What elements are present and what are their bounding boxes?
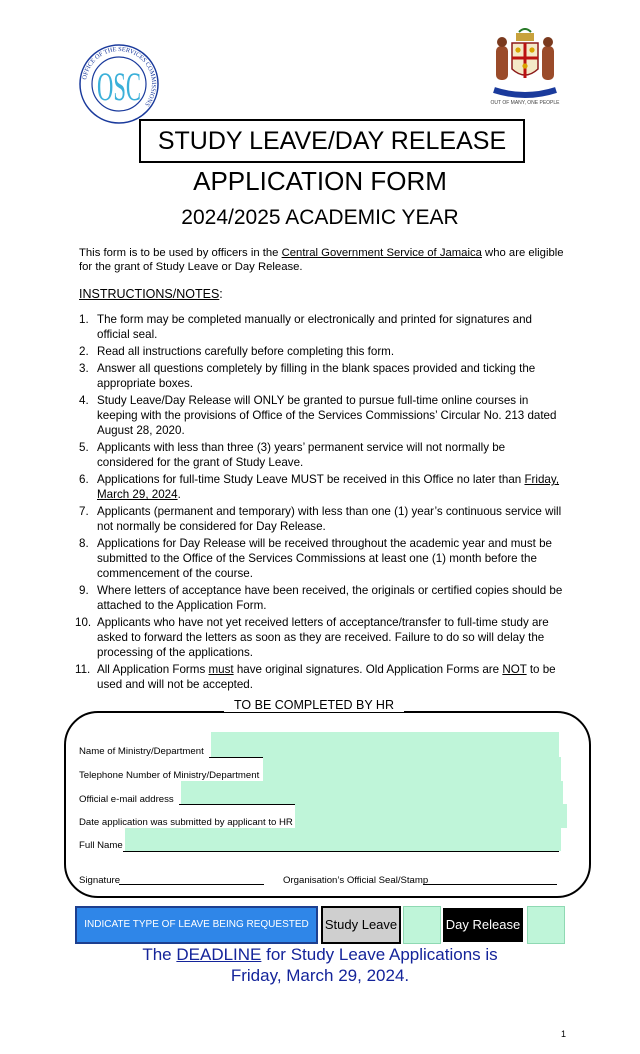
instructions-list	[75, 312, 565, 694]
item-number: 2.	[79, 345, 89, 358]
osc-letters: OSC	[97, 64, 141, 109]
seal-line[interactable]	[423, 884, 557, 885]
osc-ring-text: OFFICE OF THE SERVICES COMMISSIONS	[81, 45, 158, 108]
list-item	[79, 361, 565, 391]
item-text: have original signatures. Old Application Forms are	[233, 663, 503, 676]
item-number: 5.	[79, 441, 89, 454]
full-name-underline	[123, 851, 559, 852]
item-text: to be used and will not be accepted.	[97, 663, 556, 691]
seal-label: Organisation’s Official Seal/Stamp	[283, 875, 429, 886]
full-name-label: Full Name	[79, 840, 123, 851]
date-submitted-label: Date application was submitted by applicant to HR	[79, 817, 293, 828]
study-leave-label: Study Leave	[321, 906, 401, 944]
list-item	[79, 472, 565, 502]
telephone-field[interactable]	[263, 757, 561, 781]
osc-logo	[78, 43, 160, 125]
item-text: Applicants (permanent and temporary) with less than one (1) year’s continuous service will not normally be considered for Day Release.	[97, 505, 562, 533]
item-number: 1.	[79, 313, 89, 326]
list-item	[79, 344, 565, 359]
item-number: 6.	[79, 473, 89, 486]
day-release-label: Day Release	[441, 906, 525, 944]
item-text: All Application Forms	[97, 663, 209, 676]
list-item	[79, 583, 565, 613]
hr-section-label: TO BE COMPLETED BY HR	[224, 698, 404, 712]
date-submitted-field[interactable]	[295, 804, 567, 828]
instructions-heading	[79, 287, 223, 301]
list-item	[79, 536, 565, 581]
academic-year: 2024/2025 ACADEMIC YEAR	[181, 206, 459, 229]
title-box: STUDY LEAVE/DAY RELEASE	[139, 119, 525, 163]
jamaica-coat-of-arms	[486, 28, 564, 108]
page-number: 1	[561, 1029, 567, 1039]
signature-line[interactable]	[119, 884, 264, 885]
instructions-heading-text: INSTRUCTIONS/NOTES	[79, 287, 220, 301]
ministry-label: Name of Ministry/Department	[79, 746, 204, 757]
coat-motto: OUT OF MANY, ONE PEOPLE	[490, 100, 560, 106]
item-text: Applicants with less than three (3) years’ permanent service will not normally be considered for the grant of Study Leave.	[97, 441, 506, 469]
deadline-date-underlined: Friday, March 29, 2024	[97, 473, 560, 501]
instructions-heading-colon: :	[219, 287, 223, 301]
deadline-date: Friday, March 29, 2024.	[230, 966, 410, 985]
intro-text-after: who are eligible for the grant of Study Leave or Day Release.	[79, 247, 564, 273]
item-number: 4.	[79, 394, 89, 407]
item-number: 9.	[79, 584, 89, 597]
study-leave-checkbox[interactable]	[403, 906, 441, 944]
item-text: Read all instructions carefully before completing this form.	[97, 345, 395, 358]
list-item	[79, 440, 565, 470]
item-text: The form may be completed manually or electronically and printed for signatures and official seal.	[97, 313, 532, 341]
ministry-field[interactable]	[211, 732, 559, 757]
item-number: 8.	[79, 537, 89, 550]
list-item	[75, 662, 565, 692]
intro-paragraph	[79, 246, 569, 274]
deadline-notice	[0, 944, 640, 986]
item-text: Answer all questions completely by filling in the blank spaces provided and ticking the appropriate boxes.	[97, 362, 536, 390]
telephone-label: Telephone Number of Ministry/Department	[79, 770, 260, 781]
list-item	[79, 312, 565, 342]
deadline-rest: for Study Leave Applications is	[261, 945, 498, 964]
intro-link-text: Central Government Service of Jamaica	[281, 247, 482, 259]
item-number: 3.	[79, 362, 89, 375]
item-text: Applicants who have not yet received letters of acceptance/transfer to full-time study are asked to forward the letters as soon as they are received. Failure to do so will delay the processing of the applications.	[97, 616, 549, 659]
indicate-leave-type-banner: INDICATE TYPE OF LEAVE BEING REQUESTED	[75, 906, 318, 944]
list-item	[75, 615, 565, 660]
item-text: Where letters of acceptance have been received, the originals or certified copies should be attached to the Application Form.	[97, 584, 563, 612]
day-release-checkbox[interactable]	[527, 906, 565, 944]
full-name-field[interactable]	[125, 828, 561, 851]
item-number: 10.	[75, 616, 92, 629]
deadline-line-1	[0, 944, 640, 965]
item-text: Applications for Day Release will be received throughout the academic year and must be submitted to the Office of the Services Commissions at least one (1) month before the commencement of the course.	[97, 537, 552, 580]
intro-text-before: This form is to be used by officers in the	[79, 247, 282, 259]
list-item	[79, 393, 565, 438]
item-text-tail: .	[177, 488, 181, 501]
not-underlined: NOT	[502, 663, 527, 676]
must-underlined: must	[208, 663, 234, 676]
email-field[interactable]	[181, 781, 563, 804]
deadline-the: The	[142, 945, 177, 964]
item-number: 7.	[79, 505, 89, 518]
form-title: APPLICATION FORM	[193, 166, 447, 196]
email-label: Official e-mail address	[79, 794, 174, 805]
list-item	[79, 504, 565, 534]
item-text: Applications for full-time Study Leave MUST be received in this Office no later than	[97, 473, 525, 486]
signature-label: Signature	[79, 875, 121, 886]
deadline-word: DEADLINE	[176, 945, 262, 964]
item-text: Study Leave/Day Release will ONLY be granted to pursue full-time online courses in keeping with the provisions of Office of the Services Commissions’ Circular No. 213 dated August 28, 2020.	[97, 394, 557, 437]
item-number: 11.	[75, 663, 91, 676]
